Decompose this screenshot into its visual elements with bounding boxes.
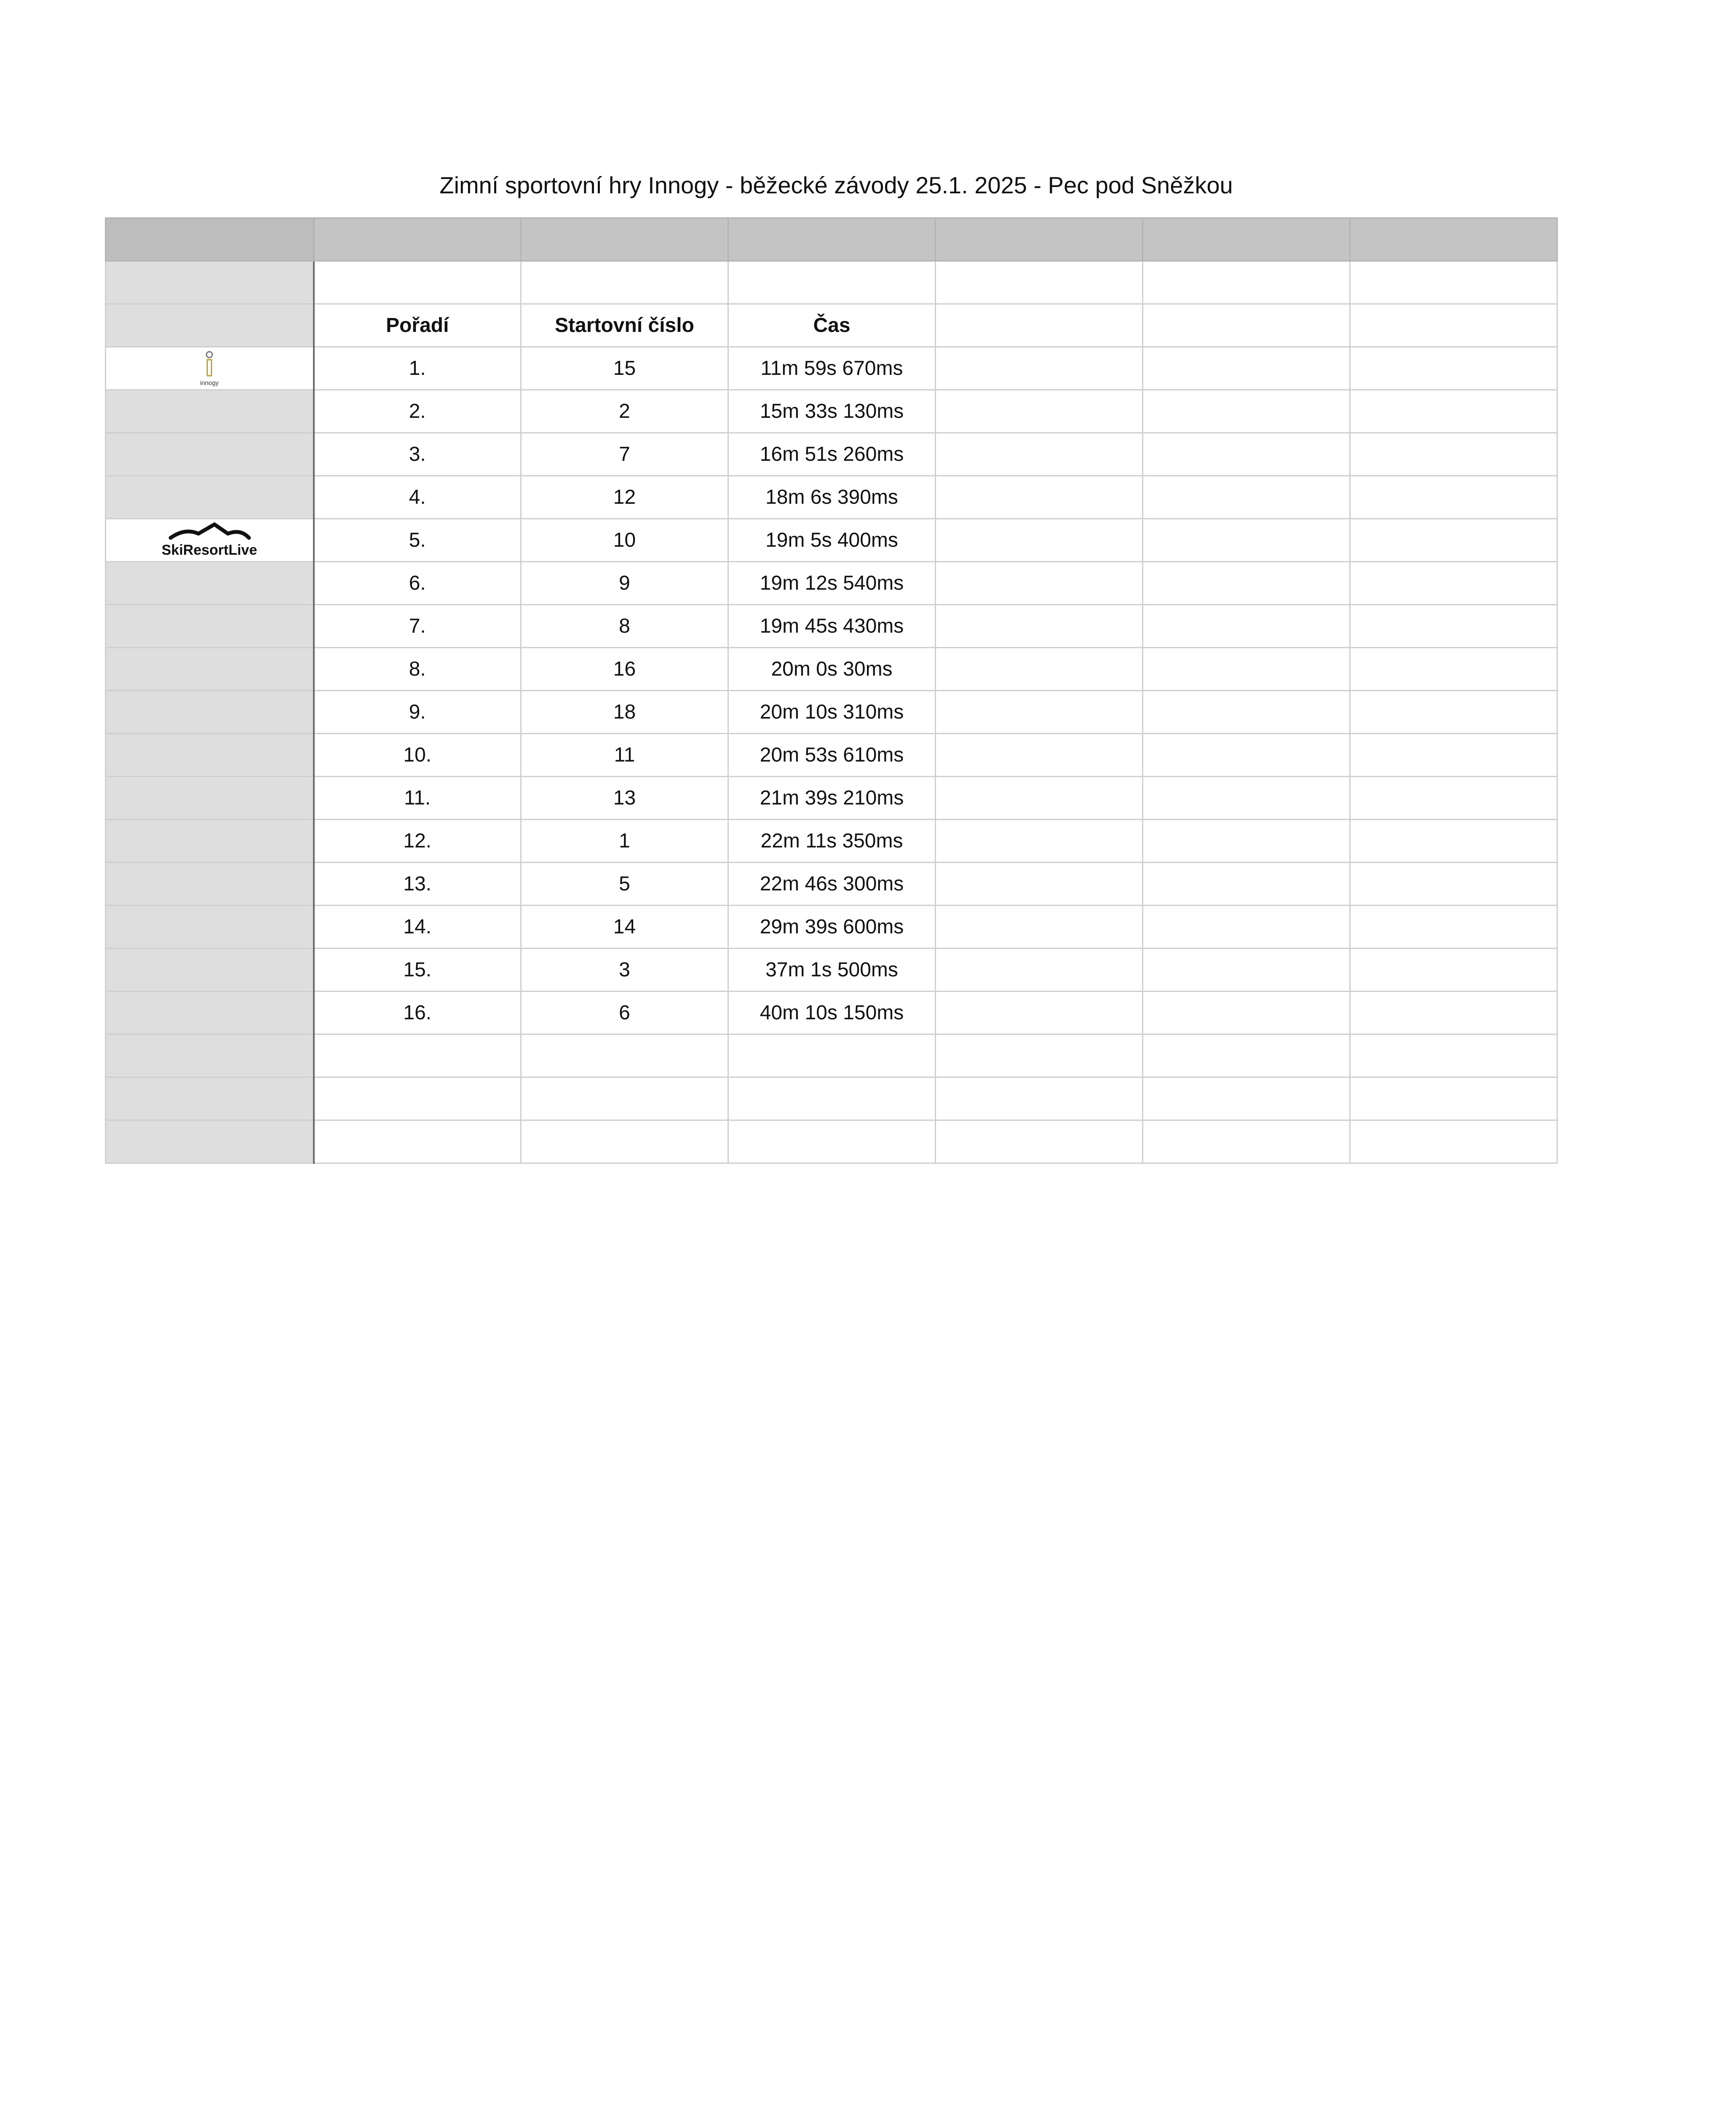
row-header-cell [106,992,314,1034]
empty-cell [1350,605,1557,648]
time-cell: 21m 39s 210ms [728,777,936,820]
empty-cell [1350,304,1557,347]
innogy-logo-text: innogy [200,379,219,387]
corner-cell [106,218,314,261]
rank-cell: 3. [314,433,521,476]
bib-cell: 11 [521,734,728,777]
time-cell: 20m 10s 310ms [728,691,936,734]
empty-cell [728,1120,936,1163]
skiresortlive-logo-text: SkiResortLive [161,542,257,558]
table-row [106,390,1557,433]
rank-cell: 12. [314,820,521,863]
rank-cell: 1. [314,347,521,390]
rank-cell: 14. [314,906,521,949]
bib-cell: 15 [521,347,728,390]
bib-cell: 10 [521,519,728,562]
blank-row [106,1120,1557,1163]
rank-cell: 10. [314,734,521,777]
empty-cell [1143,476,1350,519]
empty-cell [1143,1077,1350,1120]
table-row [106,734,1557,777]
blank-row [106,1077,1557,1120]
time-cell: 11m 59s 670ms [728,347,936,390]
empty-cell [521,261,728,304]
document-title: Zimní sportovní hry Innogy - běžecké závody 25.1. 2025 - Pec pod Sněžkou [439,172,1233,198]
empty-cell [1143,820,1350,863]
time-cell: 16m 51s 260ms [728,433,936,476]
innogy-logo [184,350,235,388]
empty-cell [1350,1077,1557,1120]
empty-cell [1143,261,1350,304]
empty-cell [936,304,1143,347]
empty-cell [936,691,1143,734]
row-header-cell [106,691,314,734]
empty-cell [936,605,1143,648]
band-cell [728,218,936,261]
empty-cell [936,648,1143,691]
empty-cell [1143,648,1350,691]
row-header-cell [106,949,314,992]
header-bib: Startovní číslo [521,304,728,347]
table-row [106,949,1557,992]
rank-cell: 9. [314,691,521,734]
table-row [106,648,1557,691]
empty-cell [936,906,1143,949]
empty-cell [1143,304,1350,347]
row-header-cell [106,734,314,777]
blank-row [106,1034,1557,1077]
table-row [106,691,1557,734]
table-header-row [106,304,1557,347]
empty-cell [1143,1120,1350,1163]
table-row [106,992,1557,1034]
rank-cell: 2. [314,390,521,433]
table-row [106,476,1557,519]
empty-cell [314,1077,521,1120]
empty-cell [1350,562,1557,605]
header-rank: Pořadí [314,304,521,347]
time-cell: 18m 6s 390ms [728,476,936,519]
empty-cell [936,734,1143,777]
empty-cell [936,433,1143,476]
time-cell: 29m 39s 600ms [728,906,936,949]
empty-cell [1143,992,1350,1034]
empty-cell [1350,648,1557,691]
row-header-cell [106,605,314,648]
time-cell: 20m 53s 610ms [728,734,936,777]
empty-cell [1143,390,1350,433]
empty-cell [1350,734,1557,777]
row-header-cell [106,1077,314,1120]
empty-cell [1350,863,1557,906]
empty-cell [1143,1034,1350,1077]
row-header-cell [106,1034,314,1077]
empty-cell [1350,476,1557,519]
band-cell [1350,218,1557,261]
empty-cell [1350,992,1557,1034]
empty-cell [521,1077,728,1120]
empty-cell [314,1120,521,1163]
band-cell [1143,218,1350,261]
row-header-cell [106,648,314,691]
blank-row [106,261,1557,304]
empty-cell [1143,863,1350,906]
empty-cell [1350,1120,1557,1163]
empty-cell [936,863,1143,906]
empty-cell [936,519,1143,562]
empty-cell [521,1120,728,1163]
row-header-cell [106,304,314,347]
empty-cell [936,1077,1143,1120]
table-row [106,347,1557,390]
rank-cell: 13. [314,863,521,906]
bib-cell: 16 [521,648,728,691]
empty-cell [1350,433,1557,476]
row-header-cell [106,820,314,863]
table-row [106,562,1557,605]
empty-cell [1143,949,1350,992]
bib-cell: 8 [521,605,728,648]
bib-cell: 9 [521,562,728,605]
bib-cell: 2 [521,390,728,433]
empty-cell [1350,347,1557,390]
empty-cell [1143,433,1350,476]
empty-cell [936,347,1143,390]
time-cell: 19m 5s 400ms [728,519,936,562]
bib-cell: 7 [521,433,728,476]
empty-cell [1143,777,1350,820]
band-cell [314,218,521,261]
rank-cell: 16. [314,992,521,1034]
row-header-cell [106,1120,314,1163]
empty-cell [728,261,936,304]
empty-cell [1350,820,1557,863]
row-header-cell [106,519,314,562]
time-cell: 22m 11s 350ms [728,820,936,863]
rank-cell: 4. [314,476,521,519]
row-header-cell [106,906,314,949]
skiresortlive-logo [159,521,260,560]
empty-cell [521,1034,728,1077]
bib-cell: 1 [521,820,728,863]
empty-cell [936,1120,1143,1163]
bib-cell: 5 [521,863,728,906]
column-header-band [106,218,1557,261]
row-header-cell [106,562,314,605]
row-header-cell [106,433,314,476]
table-row [106,906,1557,949]
rank-cell: 5. [314,519,521,562]
time-cell: 15m 33s 130ms [728,390,936,433]
empty-cell [1350,949,1557,992]
empty-cell [936,562,1143,605]
rank-cell: 15. [314,949,521,992]
empty-cell [1350,519,1557,562]
table-row [106,519,1557,562]
rank-cell: 8. [314,648,521,691]
empty-cell [1143,734,1350,777]
empty-cell [936,820,1143,863]
row-header-cell [106,390,314,433]
band-cell [936,218,1143,261]
rank-cell: 11. [314,777,521,820]
row-header-cell [106,863,314,906]
table-row [106,863,1557,906]
time-cell: 20m 0s 30ms [728,648,936,691]
empty-cell [1350,261,1557,304]
bib-cell: 14 [521,906,728,949]
empty-cell [728,1034,936,1077]
empty-cell [936,390,1143,433]
empty-cell [1350,1034,1557,1077]
rank-cell: 6. [314,562,521,605]
time-cell: 37m 1s 500ms [728,949,936,992]
row-header-cell [106,261,314,304]
empty-cell [936,476,1143,519]
results-table [105,217,1558,1164]
empty-cell [1350,906,1557,949]
bib-cell: 6 [521,992,728,1034]
row-header-cell [106,777,314,820]
bib-cell: 3 [521,949,728,992]
empty-cell [936,261,1143,304]
table-row [106,777,1557,820]
empty-cell [936,949,1143,992]
rank-cell: 7. [314,605,521,648]
time-cell: 19m 12s 540ms [728,562,936,605]
empty-cell [314,1034,521,1077]
empty-cell [936,777,1143,820]
band-cell [521,218,728,261]
bib-cell: 13 [521,777,728,820]
empty-cell [314,261,521,304]
empty-cell [1143,605,1350,648]
row-header-cell [106,347,314,390]
table-row [106,605,1557,648]
empty-cell [728,1077,936,1120]
row-header-cell [106,476,314,519]
empty-cell [1143,691,1350,734]
bib-cell: 12 [521,476,728,519]
empty-cell [1350,691,1557,734]
empty-cell [1143,519,1350,562]
empty-cell [936,1034,1143,1077]
table-row [106,433,1557,476]
header-time: Čas [728,304,936,347]
time-cell: 19m 45s 430ms [728,605,936,648]
time-cell: 22m 46s 300ms [728,863,936,906]
empty-cell [1350,390,1557,433]
empty-cell [1143,906,1350,949]
empty-cell [1350,777,1557,820]
time-cell: 40m 10s 150ms [728,992,936,1034]
empty-cell [1143,562,1350,605]
bib-cell: 18 [521,691,728,734]
table-row [106,820,1557,863]
empty-cell [936,992,1143,1034]
empty-cell [1143,347,1350,390]
